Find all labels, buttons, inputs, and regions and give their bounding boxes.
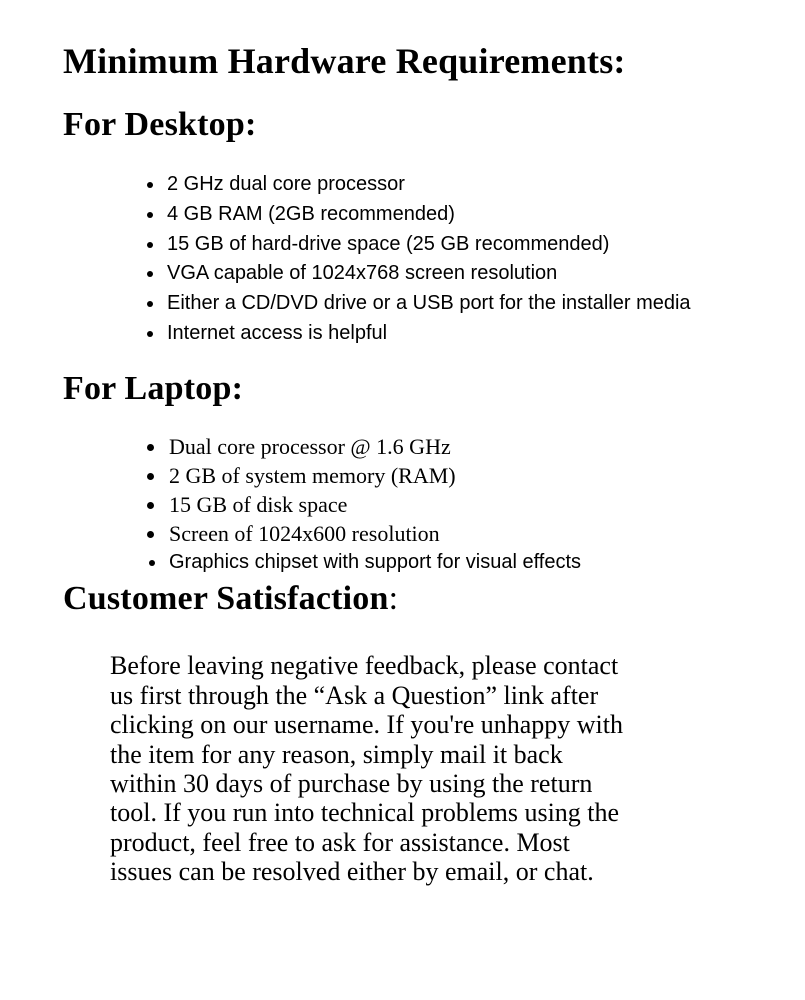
section-heading-desktop: For Desktop: [63,106,257,144]
laptop-requirement-item: • Screen of 1024x600 resolution [167,519,745,548]
desktop-requirement-item: • VGA capable of 1024x768 screen resolution [165,259,745,289]
paragraph-line: within 30 days of purchase by using the return [110,768,593,798]
desktop-requirement-item: • 4 GB RAM (2GB recommended) [165,200,745,230]
desktop-requirement-item: • 2 GHz dual core processor [165,170,745,200]
paragraph-line: Before leaving negative feedback, please contact [110,651,619,681]
paragraph-line: us first through the “Ask a Question” link after [110,680,599,710]
customer-satisfaction-label: Customer Satisfaction [63,579,389,617]
paragraph-line: tool. If you run into technical problems using the [110,798,620,828]
laptop-requirement-item: • Dual core processor @ 1.6 GHz [167,432,745,461]
customer-satisfaction-colon: : [388,579,399,617]
desktop-requirements-list [63,170,745,349]
paragraph-line: product, feel free to ask for assistance. Most [110,827,570,857]
section-heading-laptop: For Laptop: [63,369,244,407]
paragraph-line: clicking on our username. If you're unhappy with [110,710,623,740]
laptop-requirement-item: • 2 GB of system memory (RAM) [167,461,745,490]
desktop-requirement-item: • 15 GB of hard-drive space (25 GB recommended) [165,230,745,260]
page-title: Minimum Hardware Requirements: [63,41,626,81]
section-heading-customer-satisfaction [63,579,745,620]
paragraph-line: the item for any reason, simply mail it back [110,739,563,769]
laptop-requirement-item: • 15 GB of disk space [167,490,745,519]
desktop-requirement-item: • Either a CD/DVD drive or a USB port for the installer media [165,289,745,319]
paragraph-line: issues can be resolved either by email, or chat. [110,857,594,887]
desktop-requirement-item: • Internet access is helpful [165,319,745,349]
laptop-requirement-item: • Graphics chipset with support for visual effects [167,548,745,577]
customer-satisfaction-paragraph [110,651,745,886]
laptop-requirements-list [63,432,745,577]
